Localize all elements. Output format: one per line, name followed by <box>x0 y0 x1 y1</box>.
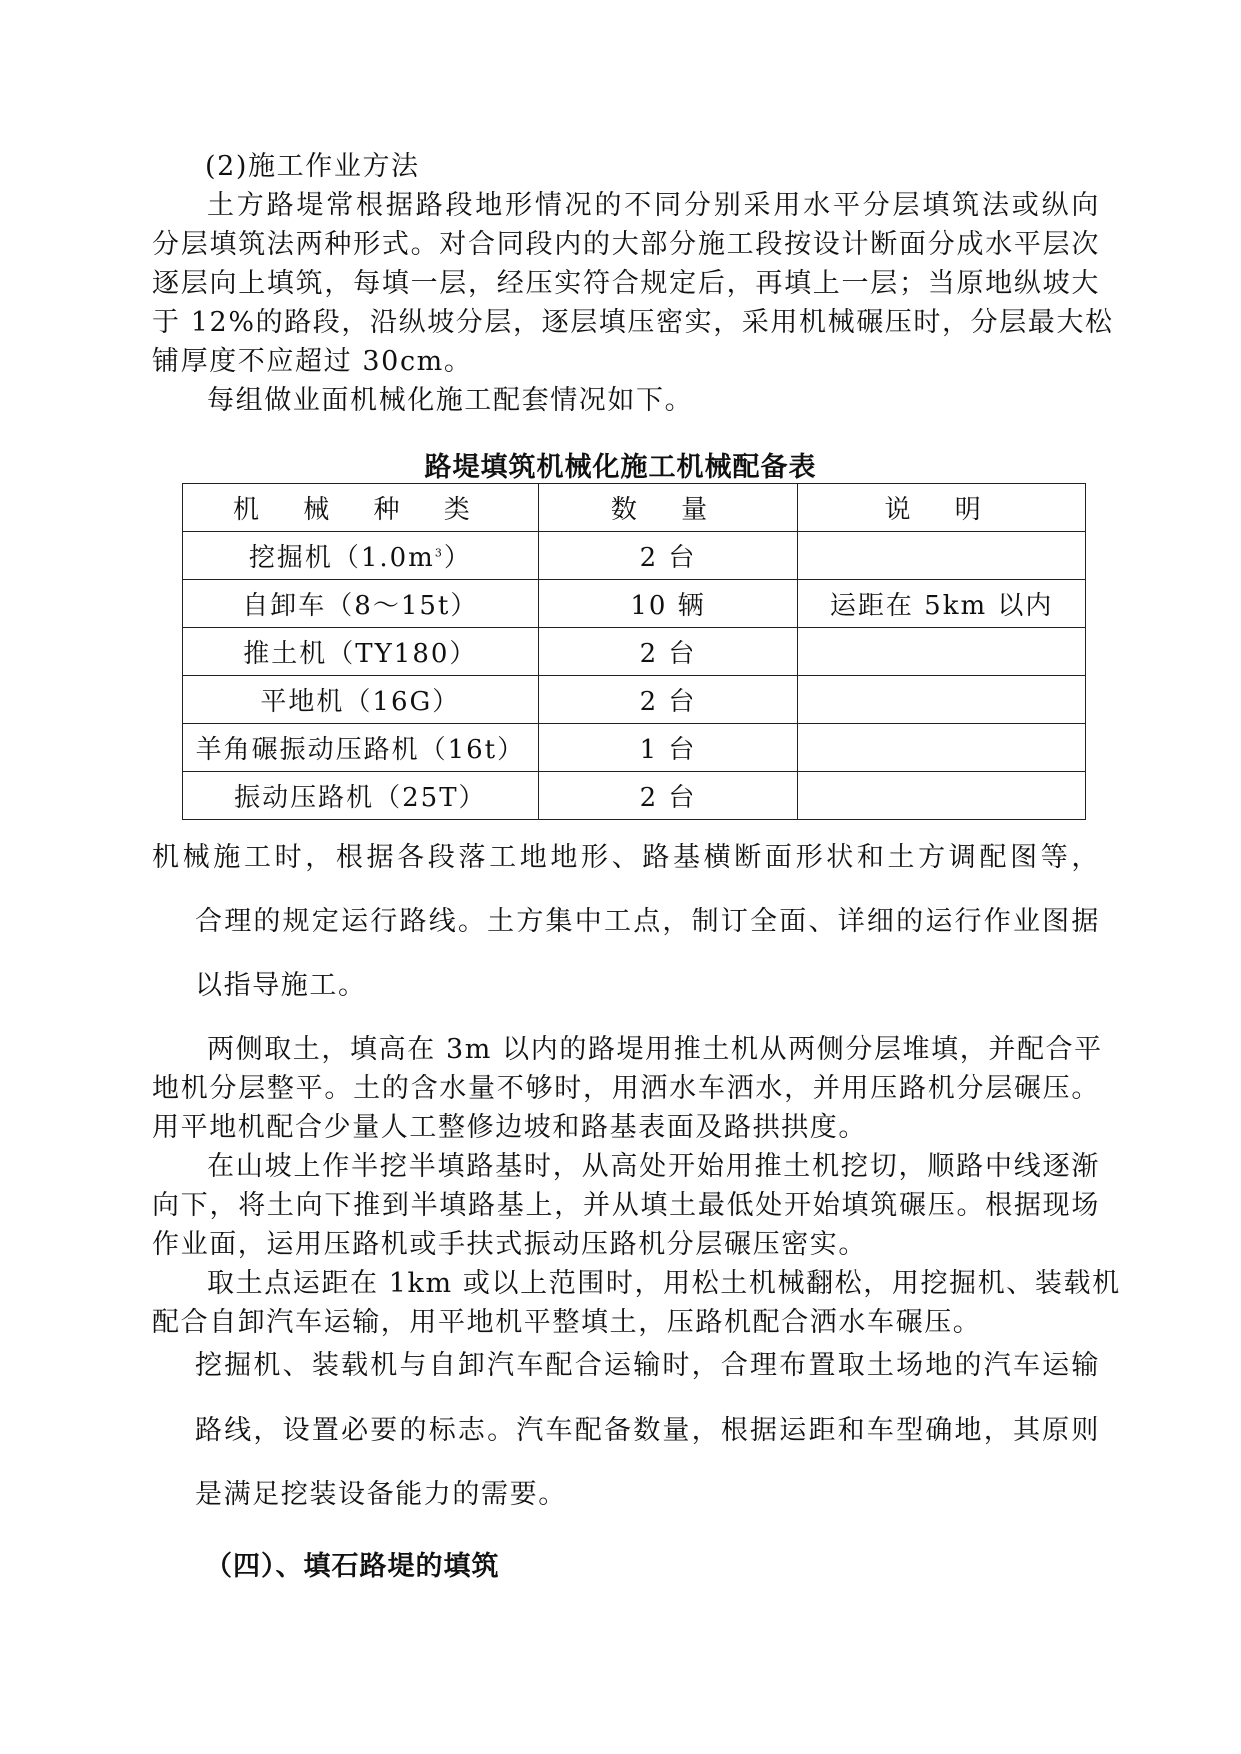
paragraph-line: 取土点运距在 1km 或以上范围时，用松土机械翻松，用挖掘机、装载机 <box>207 1268 1121 1299</box>
cell-quantity: 10 辆 <box>538 580 798 628</box>
table-row <box>183 724 1086 772</box>
paragraph-line: 分层填筑法两种形式。对合同段内的大部分施工段按设计断面分成水平层次 <box>152 229 1100 260</box>
section-heading: （四）、填石路堤的填筑 <box>205 1551 500 1582</box>
subheading-construction-method: (2)施工作业方法 <box>205 151 420 182</box>
table-header-row <box>183 484 1086 532</box>
paragraph-line: 作业面，运用压路机或手扶式振动压路机分层碾压密实。 <box>152 1229 867 1260</box>
cell-machine: 自卸车（8～15t） <box>183 580 539 628</box>
paragraph-line: 以指导施工。 <box>195 970 367 1001</box>
equipment-table <box>182 483 1086 820</box>
cell-machine: 振动压路机（25T） <box>183 772 539 820</box>
cell-quantity: 1 台 <box>538 724 798 772</box>
header-machine-type: 机 械 种 类 <box>183 484 539 532</box>
cell-note <box>798 628 1086 676</box>
cell-note <box>798 676 1086 724</box>
table-title: 路堤填筑机械化施工机械配备表 <box>424 452 817 483</box>
cell-machine: 推土机（TY180） <box>183 628 539 676</box>
header-quantity: 数 量 <box>538 484 798 532</box>
table-row <box>183 676 1086 724</box>
cell-note <box>798 724 1086 772</box>
paragraph-line: 土方路堤常根据路段地形情况的不同分别采用水平分层填筑法或纵向 <box>207 190 1100 221</box>
cell-quantity: 2 台 <box>538 772 798 820</box>
table-row <box>183 628 1086 676</box>
table-row <box>183 532 1086 580</box>
cell-machine: 挖掘机$(1.0m^3)$ <box>183 532 539 580</box>
paragraph-line: 是满足挖装设备能力的需要。 <box>195 1479 567 1510</box>
cell-quantity: 2 台 <box>538 628 798 676</box>
paragraph-line: 铺厚度不应超过 30cm。 <box>152 346 473 377</box>
cell-note: 运距在 5km 以内 <box>798 580 1086 628</box>
paragraph-line: 在山坡上作半挖半填路基时，从高处开始用推土机挖切，顺路中线逐渐 <box>207 1151 1100 1182</box>
cell-machine: 羊角碾振动压路机（16t） <box>183 724 539 772</box>
cell-machine: 平地机（16G） <box>183 676 539 724</box>
table-row <box>183 772 1086 820</box>
paragraph-line: 逐层向上填筑，每填一层，经压实符合规定后，再填上一层；当原地纵坡大 <box>152 268 1100 299</box>
paragraph-line: 两侧取土，填高在 3m 以内的路堤用推土机从两侧分层堆填，并配合平 <box>207 1034 1103 1065</box>
paragraph-line: 路线，设置必要的标志。汽车配备数量，根据运距和车型确地，其原则 <box>195 1415 1100 1446</box>
paragraph-line: 合理的规定运行路线。土方集中工点，制订全面、详细的运行作业图据 <box>195 906 1100 937</box>
cell-note <box>798 772 1086 820</box>
paragraph-line: 每组做业面机械化施工配套情况如下。 <box>207 385 694 416</box>
paragraph-line: 挖掘机、装载机与自卸汽车配合运输时，合理布置取土场地的汽车运输 <box>195 1350 1100 1381</box>
header-notes: 说 明 <box>798 484 1086 532</box>
paragraph-line: 配合自卸汽车运输，用平地机平整填土，压路机配合洒水车碾压。 <box>152 1307 982 1338</box>
cell-quantity: 2 台 <box>538 676 798 724</box>
paragraph-line: 向下，将土向下推到半填路基上，并从填土最低处开始填筑碾压。根据现场 <box>152 1190 1100 1221</box>
cell-note <box>798 532 1086 580</box>
cell-quantity: 2 台 <box>538 532 798 580</box>
paragraph-line: 地机分层整平。土的含水量不够时，用洒水车洒水，并用压路机分层碾压。 <box>152 1073 1100 1104</box>
paragraph-line: 用平地机配合少量人工整修边坡和路基表面及路拱拱度。 <box>152 1112 867 1143</box>
table-row <box>183 580 1086 628</box>
paragraph-line: 于 12%的路段，沿纵坡分层，逐层填压密实，采用机械碾压时，分层最大松 <box>152 307 1114 338</box>
paragraph-line: 机械施工时，根据各段落工地地形、路基横断面形状和土方调配图等， <box>152 842 1100 873</box>
